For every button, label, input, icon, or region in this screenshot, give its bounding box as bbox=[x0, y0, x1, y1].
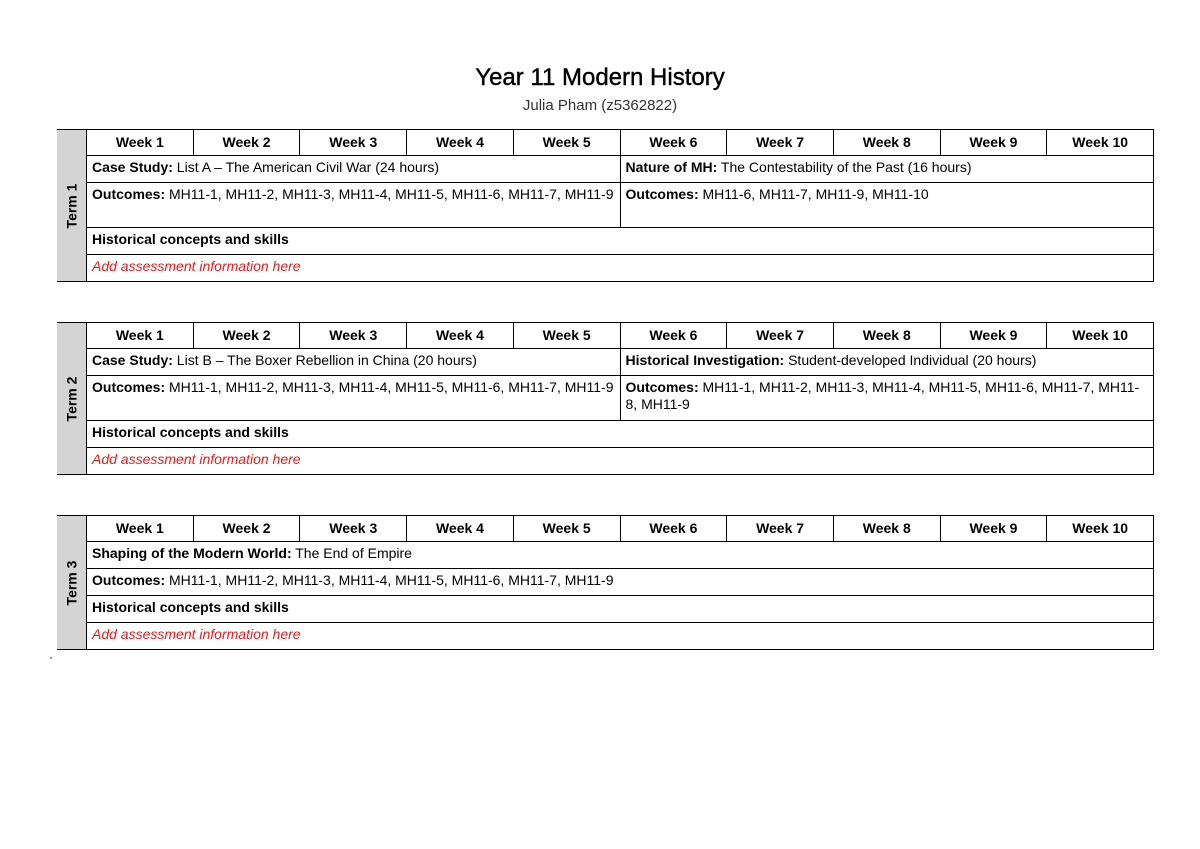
week-header: Week 6 bbox=[621, 130, 728, 155]
week-header: Week 5 bbox=[514, 323, 621, 348]
week-header: Week 1 bbox=[87, 130, 194, 155]
term-3-label: Term 3 bbox=[63, 560, 80, 605]
week-header: Week 1 bbox=[87, 516, 194, 541]
outcomes-row bbox=[87, 376, 1154, 421]
week-header: Week 7 bbox=[727, 323, 834, 348]
outcomes-label: Outcomes: bbox=[92, 186, 166, 202]
term-2-label: Term 2 bbox=[63, 376, 80, 421]
weeks-header-row bbox=[87, 323, 1154, 349]
week-header: Week 8 bbox=[834, 323, 941, 348]
outcomes-row bbox=[87, 569, 1154, 596]
week-header: Week 5 bbox=[514, 130, 621, 155]
week-header: Week 9 bbox=[941, 516, 1048, 541]
outcomes-text: MH11-1, MH11-2, MH11-3, MH11-4, MH11-5, MH11-6, MH11-7, MH11-9 bbox=[165, 186, 614, 202]
outcomes-cell-right bbox=[621, 376, 1155, 420]
week-header: Week 10 bbox=[1047, 516, 1154, 541]
concepts-cell bbox=[87, 421, 1154, 447]
outcomes-text: MH11-1, MH11-2, MH11-3, MH11-4, MH11-5, MH11-6, MH11-7, MH11-9 bbox=[165, 572, 614, 588]
week-header: Week 4 bbox=[407, 516, 514, 541]
week-header: Week 2 bbox=[194, 323, 301, 348]
outcomes-label: Outcomes: bbox=[92, 572, 166, 588]
week-header: Week 2 bbox=[194, 516, 301, 541]
concepts-label: Historical concepts and skills bbox=[92, 599, 289, 615]
concepts-row bbox=[87, 596, 1154, 623]
term-2-label-cell bbox=[57, 323, 87, 474]
nature-of-mh-cell bbox=[621, 156, 1155, 182]
week-header: Week 4 bbox=[407, 130, 514, 155]
week-header: Week 2 bbox=[194, 130, 301, 155]
concepts-row bbox=[87, 421, 1154, 448]
outcomes-label: Outcomes: bbox=[625, 379, 699, 395]
assessment-row bbox=[87, 255, 1154, 281]
case-study-cell bbox=[87, 156, 621, 182]
week-header: Week 5 bbox=[514, 516, 621, 541]
stray-mark bbox=[50, 657, 52, 659]
outcomes-row bbox=[87, 183, 1154, 228]
outcomes-label: Outcomes: bbox=[92, 379, 166, 395]
nature-of-mh-text: The Contestability of the Past (16 hours) bbox=[717, 159, 972, 175]
week-header: Week 6 bbox=[621, 323, 728, 348]
term-3-table bbox=[57, 515, 1154, 650]
week-header: Week 7 bbox=[727, 130, 834, 155]
outcomes-label: Outcomes: bbox=[625, 186, 699, 202]
weeks-header-row bbox=[87, 130, 1154, 156]
term-3-label-cell bbox=[57, 516, 87, 649]
outcomes-text: MH11-1, MH11-2, MH11-3, MH11-4, MH11-5, MH11-6, MH11-7, MH11-9 bbox=[165, 379, 614, 395]
week-header: Week 9 bbox=[941, 130, 1048, 155]
case-study-cell bbox=[87, 349, 621, 375]
case-study-text: List B – The Boxer Rebellion in China (20 hours) bbox=[172, 352, 477, 368]
week-header: Week 3 bbox=[300, 130, 407, 155]
historical-investigation-text: Student-developed Individual (20 hours) bbox=[784, 352, 1037, 368]
outcomes-text: MH11-6, MH11-7, MH11-9, MH11-10 bbox=[698, 186, 929, 202]
week-header: Week 8 bbox=[834, 130, 941, 155]
term-2-table bbox=[57, 322, 1154, 475]
week-header: Week 9 bbox=[941, 323, 1048, 348]
case-study-text: List A – The American Civil War (24 hours) bbox=[172, 159, 440, 175]
outcomes-cell-left bbox=[87, 183, 621, 227]
outcomes-cell-right bbox=[621, 183, 1155, 227]
concepts-cell bbox=[87, 596, 1154, 622]
week-header: Week 8 bbox=[834, 516, 941, 541]
shaping-modern-world-label: Shaping of the Modern World: bbox=[92, 545, 292, 561]
nature-of-mh-label: Nature of MH: bbox=[625, 159, 718, 175]
assessment-placeholder[interactable]: Add assessment information here bbox=[87, 448, 1154, 474]
outcomes-cell bbox=[87, 569, 1154, 595]
author-subtitle: Julia Pham (z5362822) bbox=[522, 97, 678, 114]
concepts-label: Historical concepts and skills bbox=[92, 231, 289, 247]
assessment-row bbox=[87, 623, 1154, 649]
concepts-label: Historical concepts and skills bbox=[92, 424, 289, 440]
week-header: Week 1 bbox=[87, 323, 194, 348]
week-header: Week 10 bbox=[1047, 130, 1154, 155]
case-study-label: Case Study: bbox=[92, 159, 173, 175]
week-header: Week 4 bbox=[407, 323, 514, 348]
term-1-label: Term 1 bbox=[63, 183, 80, 228]
week-header: Week 3 bbox=[300, 516, 407, 541]
week-header: Week 6 bbox=[621, 516, 728, 541]
shaping-modern-world-cell bbox=[87, 542, 1154, 568]
week-header: Week 7 bbox=[727, 516, 834, 541]
term-1-table bbox=[57, 129, 1154, 282]
concepts-cell bbox=[87, 228, 1154, 254]
historical-investigation-label: Historical Investigation: bbox=[625, 352, 785, 368]
concepts-row bbox=[87, 228, 1154, 255]
assessment-placeholder[interactable]: Add assessment information here bbox=[87, 255, 1154, 281]
term-1-label-cell bbox=[57, 130, 87, 281]
assessment-row bbox=[87, 448, 1154, 474]
page-title: Year 11 Modern History bbox=[475, 64, 725, 91]
topic-row bbox=[87, 349, 1154, 376]
topic-row bbox=[87, 156, 1154, 183]
week-header: Week 10 bbox=[1047, 323, 1154, 348]
topic-row bbox=[87, 542, 1154, 569]
assessment-placeholder[interactable]: Add assessment information here bbox=[87, 623, 1154, 649]
historical-investigation-cell bbox=[621, 349, 1155, 375]
weeks-header-row bbox=[87, 516, 1154, 542]
case-study-label: Case Study: bbox=[92, 352, 173, 368]
outcomes-text: MH11-1, MH11-2, MH11-3, MH11-4, MH11-5, MH11-6, MH11-7, MH11-8, MH11-9 bbox=[625, 379, 1140, 412]
week-header: Week 3 bbox=[300, 323, 407, 348]
outcomes-cell-left bbox=[87, 376, 621, 420]
shaping-modern-world-text: The End of Empire bbox=[291, 545, 412, 561]
